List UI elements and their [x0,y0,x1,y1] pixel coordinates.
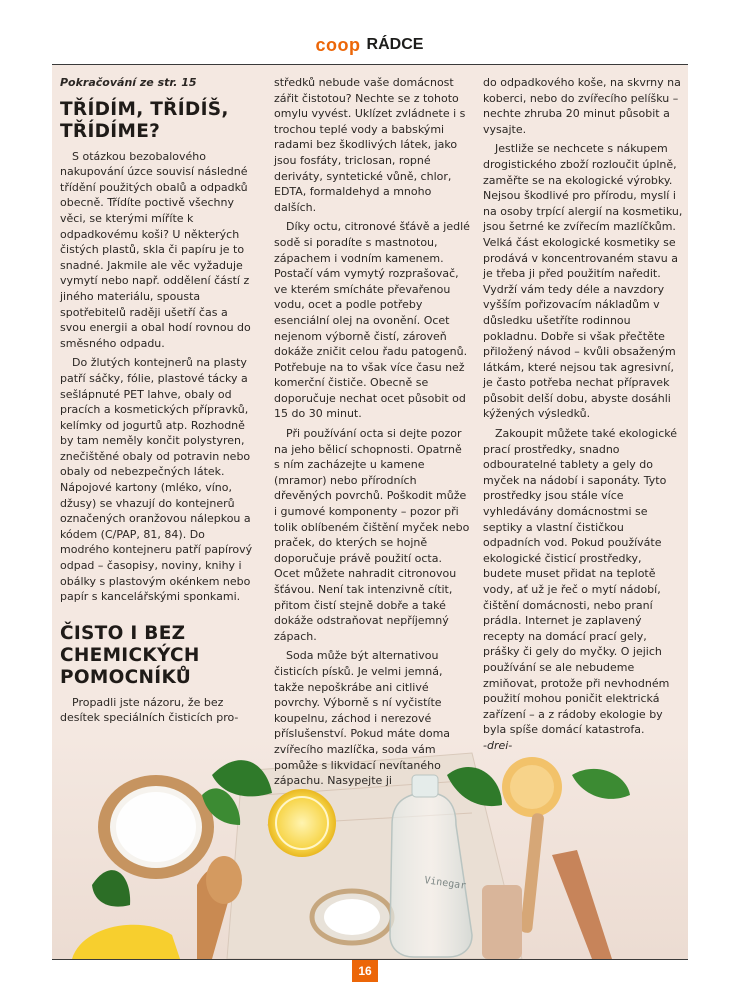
bottle-label: Vinegar [423,875,467,892]
coop-radce-logo [316,34,424,56]
paragraph: Jestliže se nechcete s nákupem drogistického zboží rozloučit úplně, zaměřte se na ekologické výrobky. Nejsou škodlivé pro přírodu, myslí i na osoby trpící alergií na kosmetiku, jsou šetrné ke zvířecím mazlíčkům. Velká část ekologické kosmetiky se prodává v koncentrovaném stavu a je třeba ji před použitím naředit. Vydrží vám tedy déle a navzdory vyšším pořizovacím nákladům v důsledku ušetříte rodinnou pokladnu. Dobře si však přečtěte přiložený návod – kvůli obsaženým látkám, které nejsou tak agresivní, je často potřeba nechat přípravek působit delší dobu, abyste dosáhli kýžených výsledků. [483,142,683,421]
author-signature: -drei- [483,738,513,752]
paragraph: S otázkou bezobalového nakupování úzce souvisí následné třídění použitých obalů a odpadků obecně. Třídíte poctivě všechny věci, se kterými míříte k odpadkovému koši? U některých čistých plastů, skla či papíru je to snadné. Jakmile ale věc vyžaduje vymytí nebo např. oddělení částí z jiného materiálu, spousta spotřebitelů raději ušetří čas a svou energii a obal hodí rovnou do směsného odpadu. [60,149,251,350]
paragraph: Propadli jste názoru, že bez desítek speciálních čisticích pro- [60,695,239,725]
paragraph: Soda může být alternativou čisticích písků. Je velmi jemná, takže nepoškrábe ani citlivé povrchy. Výborně s ní vyčistíte koupelnu, záchod i nerezové příslušenství. Pokud máte doma zvířecího mazlíčka, soda vám pomůže s likvidací nevítaného zápachu. Nasypejte ji [274,649,451,788]
paragraph: do odpadkového koše, na skvrny na koberci, nebo do zvířecího pelíšku – nechte zhruba 20 minut působit a vysajte. [483,76,681,136]
paragraph: Díky octu, citronové šťávě a jedlé sodě si poradíte s mastnotou, zápachem i vodním kamenem. Postačí vám vymytý rozprašovač, ve kterém smícháte převařenou vodu, ocet a podle potřeby esenciální olej na ovonění. Ocet nejenom výborně čistí, zároveň dokáže zničit celou řadu patogenů. Potřebuje na to však více času než komerční čističe. Obecně se doporučuje nechat ocet působit od 15 do 30 minut. [274,220,470,421]
article-column-2 [274,75,470,789]
article-column-3 [483,75,683,754]
article-panel [52,65,688,959]
continuation-note: Pokračování ze str. 15 [60,76,197,89]
article-heading-sorting: TŘÍDÍM, TŘÍDÍŠ, TŘÍDÍME? [60,98,229,142]
logo-brand: coop [315,35,361,55]
page-number-badge: 16 [352,960,378,982]
article-heading-cleaning: ČISTO I BEZ CHEMICKÝCH POMOCNÍKŮ [60,622,200,688]
logo-section: RÁDCE [366,36,424,53]
paragraph: Při používání octa si dejte pozor na jeho bělicí schopnosti. Opatrně s ním zacházejte u kamene (mramor) nebo přírodních dřevěných povrchů. Poškodit může i gumové komponenty – pozor při tolik oblíbeném čištění myček nebo praček, do kterých se hojně doporučuje právě použití octa. Ocet můžete nahradit citronovou šťávou. Není tak intenzivně cítit, přitom čistí stejně dobře a také dokáže odstraňovat nepříjemný zápach. [274,427,470,643]
lemon-slice-icon [268,789,336,857]
paragraph: Zakoupit můžete také ekologické prací prostředky, snadno odbouratelné tablety a gely do myček na nádobí i saponáty. Tyto prostředky jsou stále více vyhledávány domácnostmi se septiky a vlastní čističkou odpadních vod. Pokud používáte ekologické čisticí prostředky, budete muset přidat na teplotě vody, ať už je řeč o mytí nádobí, čištění domácnosti, nebo praní prádla. Internet je zaplavený recepty na domácí prací gely, prášky či gely do myčky. O jejich používání se ale nebudeme zmiňovat, protože při nevhodném použití mohou poničit elektrická zařízení – a z rádoby ekologie by byla spíše domácí katastrofa. [483,427,677,737]
magazine-header [0,34,739,58]
paragraph: Do žlutých kontejnerů na plasty patří sáčky, fólie, plastové tácky a sešlápnuté PET lahve, obaly od pracích a kosmetických přípravků, kelímky od jogurtů atp. Rozhodně by tam neměly končit polystyren, znečištěné obaly od potravin nebo obaly od nebezpečných látek. Nápojové kartony (mléko, víno, džusy) se vhazují do kontejnerů označených oranžovou nálepkou a kódem (C/PAP, 81, 84). Do modrého kontejneru patří papírový odpad – časopisy, noviny, knihy i obálky s plastovým okénkem nebo papír s kancelářskými sponkami. [60,356,253,604]
article-column-1 [60,75,256,726]
paragraph: středků nebude vaše domácnost zářit čistotou? Nechte se z tohoto omylu vyvést. Uklízet zvládnete i s trochou teplé vody a babskými radami bez škodlivých látek, jako jsou fosfáty, triclosan, ropné deriváty, syntetické vůně, chlor, EDTA, formaldehyd a mnoho dalších. [274,76,466,214]
